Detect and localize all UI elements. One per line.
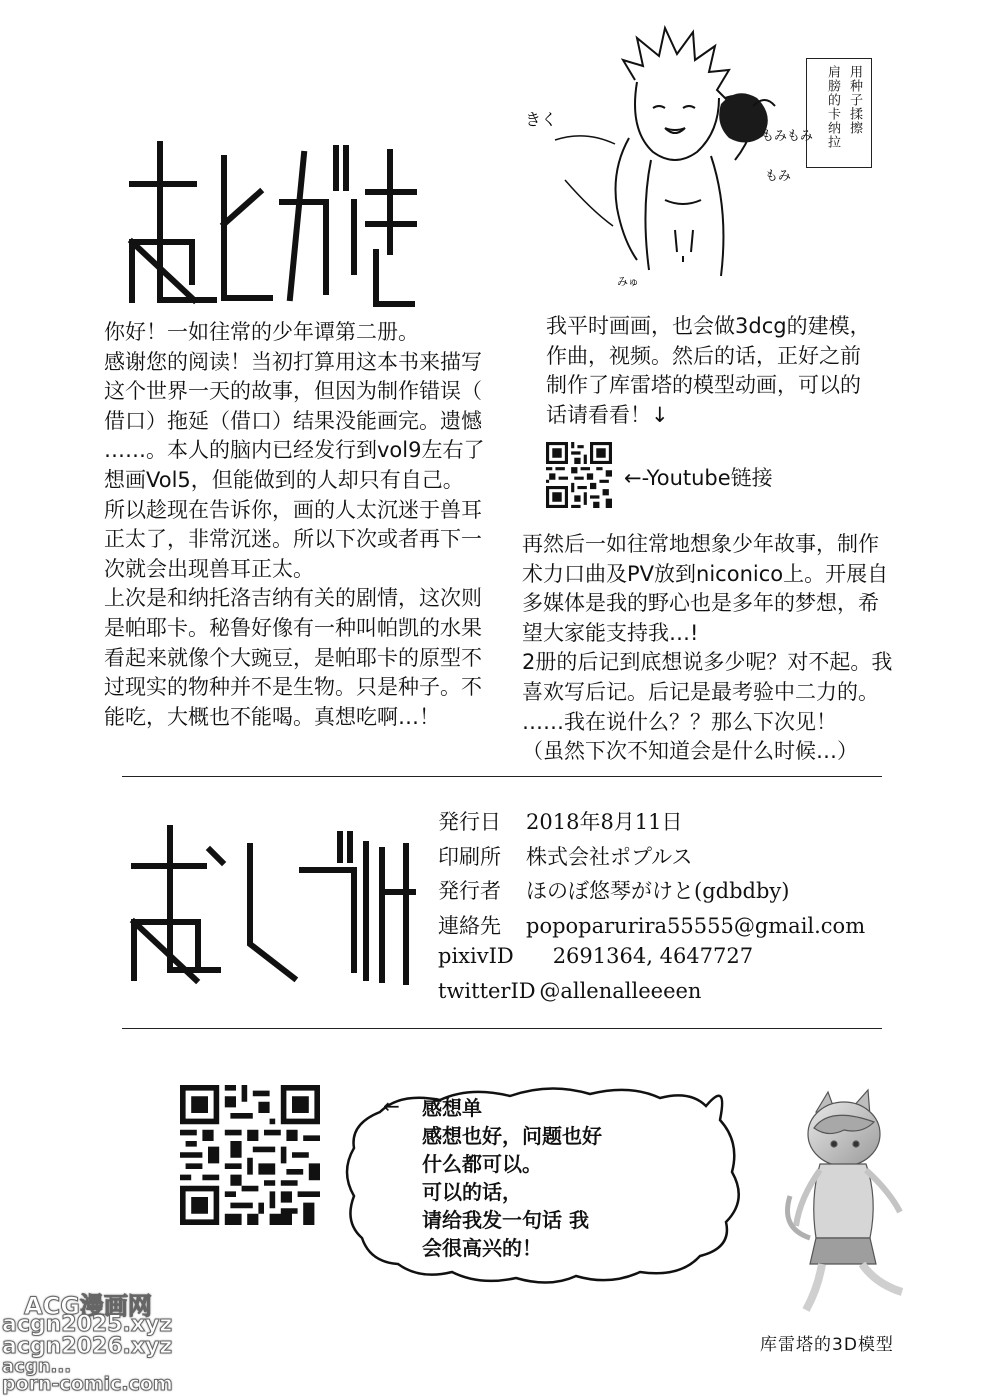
bubble-line: 感想单 — [422, 1096, 482, 1120]
bubble-line: 会很高兴的！ — [422, 1236, 542, 1260]
sfx-left: きく — [525, 110, 558, 129]
divider-top — [122, 776, 882, 777]
left-line: 次就会出现兽耳正太。 — [104, 556, 314, 581]
right-line: 作曲，视频。然后的话，正好之前 — [546, 343, 861, 368]
left-line: 是帕耶卡。秘鲁好像有一种叫帕凯的水果 — [104, 615, 482, 640]
divider-bottom — [122, 1028, 882, 1029]
watermark-line: acgn... — [2, 1356, 72, 1377]
right-line: 术力口曲及PV放到niconico上。开展自 — [522, 561, 889, 586]
right-paragraph-bottom — [522, 530, 892, 767]
okuzuke-logo — [126, 820, 416, 985]
right-line: 望大家能支持我…! — [522, 620, 699, 645]
left-line: 能吃，大概也不能喝。真想吃啊…！ — [104, 704, 440, 729]
left-line: 上次是和纳托洛吉纳有关的剧情，这次则 — [104, 586, 482, 611]
left-line: 过现实的物种并不是生物。只是种子。不 — [104, 675, 482, 700]
left-line: 看起来就像个大豌豆，是帕耶卡的原型不 — [104, 645, 482, 670]
right-line: 我平时画画，也会做3dcg的建模， — [546, 314, 871, 338]
right-line: 多媒体是我的野心也是多年的梦想，希 — [522, 591, 879, 616]
watermark-line: porn-comic.com — [2, 1373, 173, 1395]
left-line: 你好！一如往常的少年谭第二册。 — [104, 320, 419, 344]
right-line: 话请看看！↓ — [546, 402, 669, 427]
sfx-bottom: みゅ — [617, 275, 639, 288]
right-line: 再然后一如往常地想象少年故事，制作 — [522, 532, 879, 556]
youtube-qr-code[interactable] — [546, 442, 612, 508]
bubble-text — [422, 1094, 602, 1262]
atogaki-logo — [122, 132, 422, 312]
colophon-row: pixivID 2691364, 4647727 — [438, 944, 754, 968]
bubble-line: 什么都可以。 — [422, 1152, 542, 1176]
left-line: 正太了，非常沉迷。所以下次或者再下一 — [104, 527, 482, 552]
right-line: 2册的后记到底想说多少呢？对不起。我 — [522, 650, 893, 675]
sfx-right-2: もみ — [765, 169, 792, 184]
youtube-link-label: ←-Youtube链接 — [624, 466, 773, 490]
colophon-row: 発行日 2018年8月11日 — [438, 810, 683, 834]
colophon — [438, 806, 865, 1013]
colophon-row: 発行者 ほのぼ悠琴がけと(gdbdby) — [438, 879, 790, 903]
note-line-1: 用种子揉擦 — [847, 65, 862, 135]
watermark-line: ACG漫画网 — [24, 1292, 152, 1320]
bubble-line: 请给我发一句话 我 — [422, 1208, 589, 1232]
left-line: 这个世界一天的故事，但因为制作错误（ — [104, 379, 482, 404]
colophon-row: twitterID @allenalleeeen — [438, 978, 702, 1003]
bubble-arrow: ← — [383, 1094, 400, 1118]
left-line: 感谢您的阅读！当初打算用这本书来描写 — [104, 349, 482, 374]
sfx-right-1: もみもみ — [761, 129, 814, 144]
left-line: 借口）拖延（借口）结果没能画完。遗憾 — [104, 408, 482, 433]
note-box — [806, 58, 872, 168]
bubble-line: 可以的话， — [422, 1180, 522, 1204]
model-caption: 库雷塔的3D模型 — [760, 1335, 894, 1355]
colophon-row: 印刷所 株式会社ポプルス — [438, 844, 693, 869]
right-line: ……我在说什么？？那么下次见！ — [522, 709, 837, 734]
right-line: 喜欢写后记。后记是最考验中二力的。 — [522, 679, 879, 704]
colophon-row-email: 連絡先 popoparurira55555@gmail.com — [438, 913, 866, 938]
left-line: 所以趁现在告诉你，画的人太沉迷于兽耳 — [104, 497, 482, 522]
bubble-line: 感想也好，问题也好 — [422, 1124, 602, 1148]
right-line: （虽然下次不知道会是什么时候…） — [522, 739, 858, 764]
right-line: 制作了库雷塔的模型动画，可以的 — [546, 373, 861, 398]
3d-model-character — [770, 1088, 950, 1320]
left-paragraph — [104, 318, 484, 732]
right-paragraph-top — [546, 312, 871, 430]
note-line-2: 肩膀的卡纳拉 — [825, 65, 840, 149]
watermark-line: acgn2026.xyz — [2, 1334, 173, 1359]
watermark-line: acgn2025.xyz — [2, 1312, 173, 1337]
feedback-qr-code[interactable] — [180, 1085, 320, 1225]
left-line: ……。本人的脑内已经发行到vol9左右了 — [104, 438, 485, 463]
left-line: 想画Vol5，但能做到的人却只有自己。 — [104, 467, 464, 492]
